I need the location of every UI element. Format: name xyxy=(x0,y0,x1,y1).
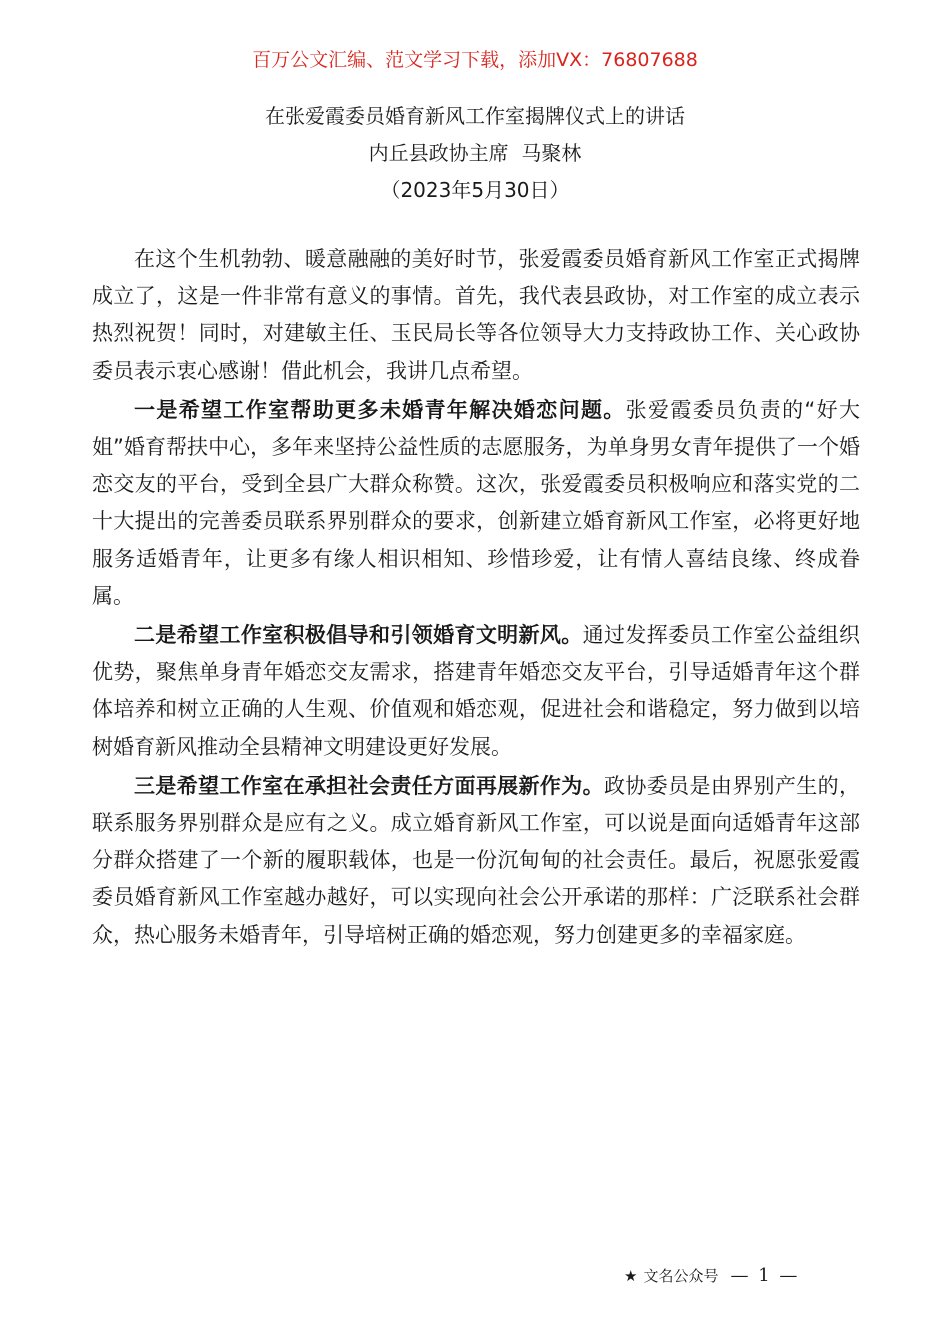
speech-date: （2023年5月30日） xyxy=(380,178,570,202)
star-icon: ★ xyxy=(624,1267,638,1285)
speech-body xyxy=(92,241,860,956)
paragraph-point-1: 一是希望工作室帮助更多未婚青年解决婚恋问题。张爱霞委员负责的“好大姐”婚育帮扶中心，多年来坚持公益性质的志愿服务，为单身男女青年提供了一个婚恋交友的平台，受到全县广大群众称赞。这次，张爱霞委员积极响应和落实党的二十大提出的完善委员联系界别群众的要求，创新建立婚育新风工作室，必将更好地服务适婚青年，让更多有缘人相识相知、珍惜珍爱，让有情人喜结良缘、终成眷属。 xyxy=(92,397,860,608)
point-3-heading: 三是希望工作室在承担社会责任方面再展新作为。 xyxy=(134,773,604,798)
point-2-heading: 二是希望工作室积极倡导和引领婚育文明新风。 xyxy=(134,623,583,648)
speaker-line: 内丘县政协主席 马聚林 xyxy=(368,141,582,165)
page-number: — 1 — xyxy=(730,1265,800,1286)
page-footer xyxy=(624,1264,799,1288)
paragraph-intro: 在这个生机勃勃、暖意融融的美好时节，张爱霞委员婚育新风工作室正式揭牌成立了，这是一件非常有意义的事情。首先，我代表县政协，对工作室的成立表示热烈祝贺！同时，对建敏主任、玉民局长等各位领导大力支持政协工作、关心政协委员表示衷心感谢！借此机会，我讲几点希望。 xyxy=(92,247,860,383)
document-header xyxy=(0,98,950,209)
document-title: 在张爱霞委员婚育新风工作室揭牌仪式上的讲话 xyxy=(265,104,685,128)
paragraph-point-3: 三是希望工作室在承担社会责任方面再展新作为。政协委员是由界别产生的，联系服务界别群众是应有之义。成立婚育新风工作室，可以说是面向适婚青年这部分群众搭建了一个新的履职载体，也是一份沉甸甸的社会责任。最后，祝愿张爱霞委员婚育新风工作室越办越好，可以实现向社会公开承诺的那样：广泛联系社会群众，热心服务未婚青年，引导培树正确的婚恋观，努力创建更多的幸福家庭。 xyxy=(92,773,860,947)
paragraph-point-2: 二是希望工作室积极倡导和引领婚育文明新风。通过发挥委员工作室公益组织优势，聚焦单身青年婚恋交友需求，搭建青年婚恋交友平台，引导适婚青年这个群体培养和树立正确的人生观、价值观和婚恋观，促进社会和谐稳定，努力做到以培树婚育新风推动全县精神文明建设更好发展。 xyxy=(92,623,861,759)
download-banner: 百万公文汇编、范文学习下载，添加VX：76807688 xyxy=(252,49,698,71)
point-1-heading: 一是希望工作室帮助更多未婚青年解决婚恋问题。 xyxy=(134,397,626,422)
footer-source: 文名公众号 xyxy=(643,1267,719,1285)
